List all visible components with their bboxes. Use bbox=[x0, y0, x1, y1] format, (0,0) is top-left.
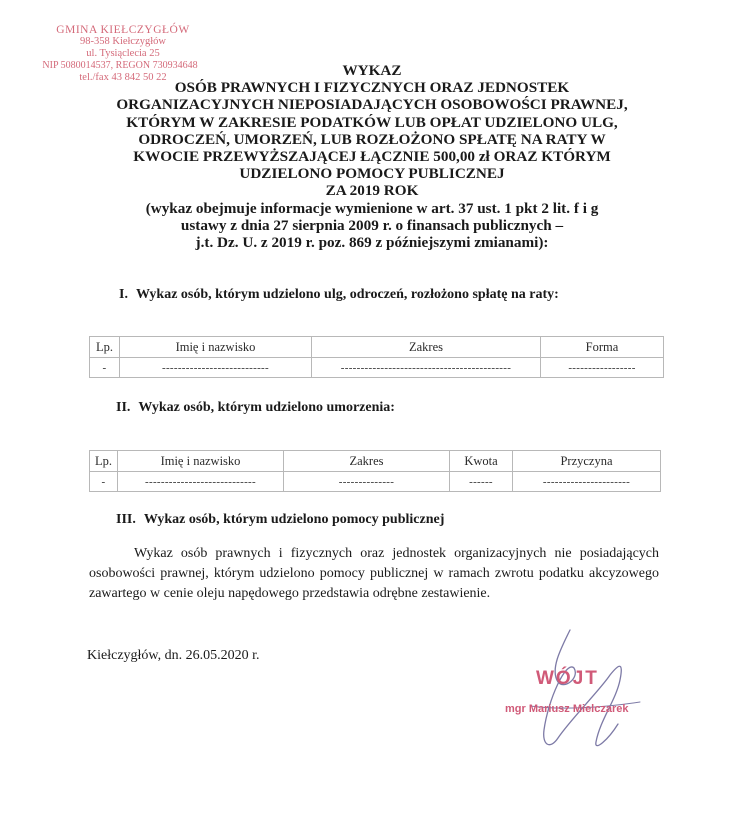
signature-title: WÓJT bbox=[536, 668, 599, 689]
table-cell: ------------------------------------------- bbox=[312, 358, 541, 378]
header-line: j.t. Dz. U. z 2019 r. poz. 869 z późniejszymi zmianami): bbox=[195, 234, 549, 252]
section-3-paragraph bbox=[89, 544, 659, 604]
header-cell: Lp. bbox=[90, 451, 118, 472]
table-cell: - bbox=[90, 358, 120, 378]
table-cell: - bbox=[90, 472, 118, 492]
table-cell: ---------------------- bbox=[513, 472, 661, 492]
table-header-row bbox=[90, 451, 661, 472]
table-header-row bbox=[90, 337, 664, 358]
header-line: ORGANIZACYJNYCH NIEPOSIADAJĄCYCH OSOBOWOŚCI PRAWNEJ, bbox=[116, 96, 628, 114]
header-cell: Forma bbox=[541, 337, 664, 358]
section-1-title: Wykaz osób, którym udzielono ulg, odroczeń, rozłożono spłatę na raty: bbox=[135, 287, 559, 302]
header-line: (wykaz obejmuje informacje wymienione w art. 37 ust. 1 pkt 2 lit. f i g bbox=[145, 199, 599, 217]
header-line: UDZIELONO POMOCY PUBLICZNEJ bbox=[239, 165, 505, 183]
header-cell: Lp. bbox=[90, 337, 120, 358]
section-1-heading bbox=[119, 287, 559, 303]
paragraph-text: Wykaz osób prawnych i fizycznych oraz jednostek organizacyjnych nie posiadających osobowości prawnej, którym udzielono pomocy publicznej w ramach zwrotu podatku akcyzowego zawartego w cenie oleju napędowego przedstawia odrębne zestawienie. bbox=[89, 546, 659, 601]
header-cell: Imię i nazwisko bbox=[120, 337, 312, 358]
table-row bbox=[90, 472, 661, 492]
header-cell: Zakres bbox=[312, 337, 541, 358]
signature-name: mgr Mariusz Mielczarek bbox=[505, 703, 629, 715]
header-line: OSÓB PRAWNYCH I FIZYCZNYCH ORAZ JEDNOSTEK bbox=[174, 79, 570, 97]
table-cell: ------ bbox=[450, 472, 513, 492]
header-line: ZA 2019 ROK bbox=[325, 182, 419, 200]
header-line: KWOCIE PRZEWYŻSZAJĄCEJ ŁĄCZNIE 500,00 zł ORAZ KTÓRYM bbox=[133, 148, 611, 166]
handwritten-signature bbox=[500, 620, 660, 760]
stamp-line-5: tel./fax 43 842 50 22 bbox=[79, 72, 167, 83]
table-ulgi bbox=[89, 336, 664, 378]
header-line: KTÓRYM W ZAKRESIE PODATKÓW LUB OPŁAT UDZIELONO ULG, bbox=[126, 113, 618, 131]
section-3-title: Wykaz osób, którym udzielono pomocy publicznej bbox=[143, 512, 445, 527]
stamp-line-3: ul. Tysiąclecia 25 bbox=[86, 48, 160, 59]
section-1-number: I. bbox=[119, 287, 128, 302]
section-3-heading bbox=[116, 512, 444, 528]
table-row bbox=[90, 358, 664, 378]
header-line: ustawy z dnia 27 sierpnia 2009 r. o finansach publicznych – bbox=[180, 216, 564, 234]
header-line: WYKAZ bbox=[342, 62, 402, 79]
table-cell: --------------------------- bbox=[120, 358, 312, 378]
table-cell: ----------------- bbox=[541, 358, 664, 378]
section-2-heading bbox=[116, 400, 395, 416]
section-2-title: Wykaz osób, którym udzielono umorzenia: bbox=[138, 400, 395, 415]
table-umorzenia bbox=[89, 450, 661, 492]
stamp-line-4: NIP 5080014537, REGON 730934648 bbox=[42, 60, 198, 71]
table-cell: -------------- bbox=[284, 472, 450, 492]
table-cell: ---------------------------- bbox=[118, 472, 284, 492]
header-line: ODROCZEŃ, UMORZEŃ, LUB ROZŁOŻONO SPŁATĘ NA RATY W bbox=[138, 130, 606, 148]
section-3-number: III. bbox=[116, 512, 136, 527]
section-2-number: II. bbox=[116, 400, 131, 415]
header-cell: Imię i nazwisko bbox=[118, 451, 284, 472]
stamp-line-1: GMINA KIEŁCZYGŁÓW bbox=[56, 24, 190, 36]
header-cell: Przyczyna bbox=[513, 451, 661, 472]
place-and-date: Kiełczygłów, dn. 26.05.2020 r. bbox=[87, 648, 260, 663]
header-cell: Kwota bbox=[450, 451, 513, 472]
header-cell: Zakres bbox=[284, 451, 450, 472]
document-header bbox=[70, 62, 674, 251]
stamp-line-2: 98-358 Kiełczygłów bbox=[79, 36, 167, 47]
